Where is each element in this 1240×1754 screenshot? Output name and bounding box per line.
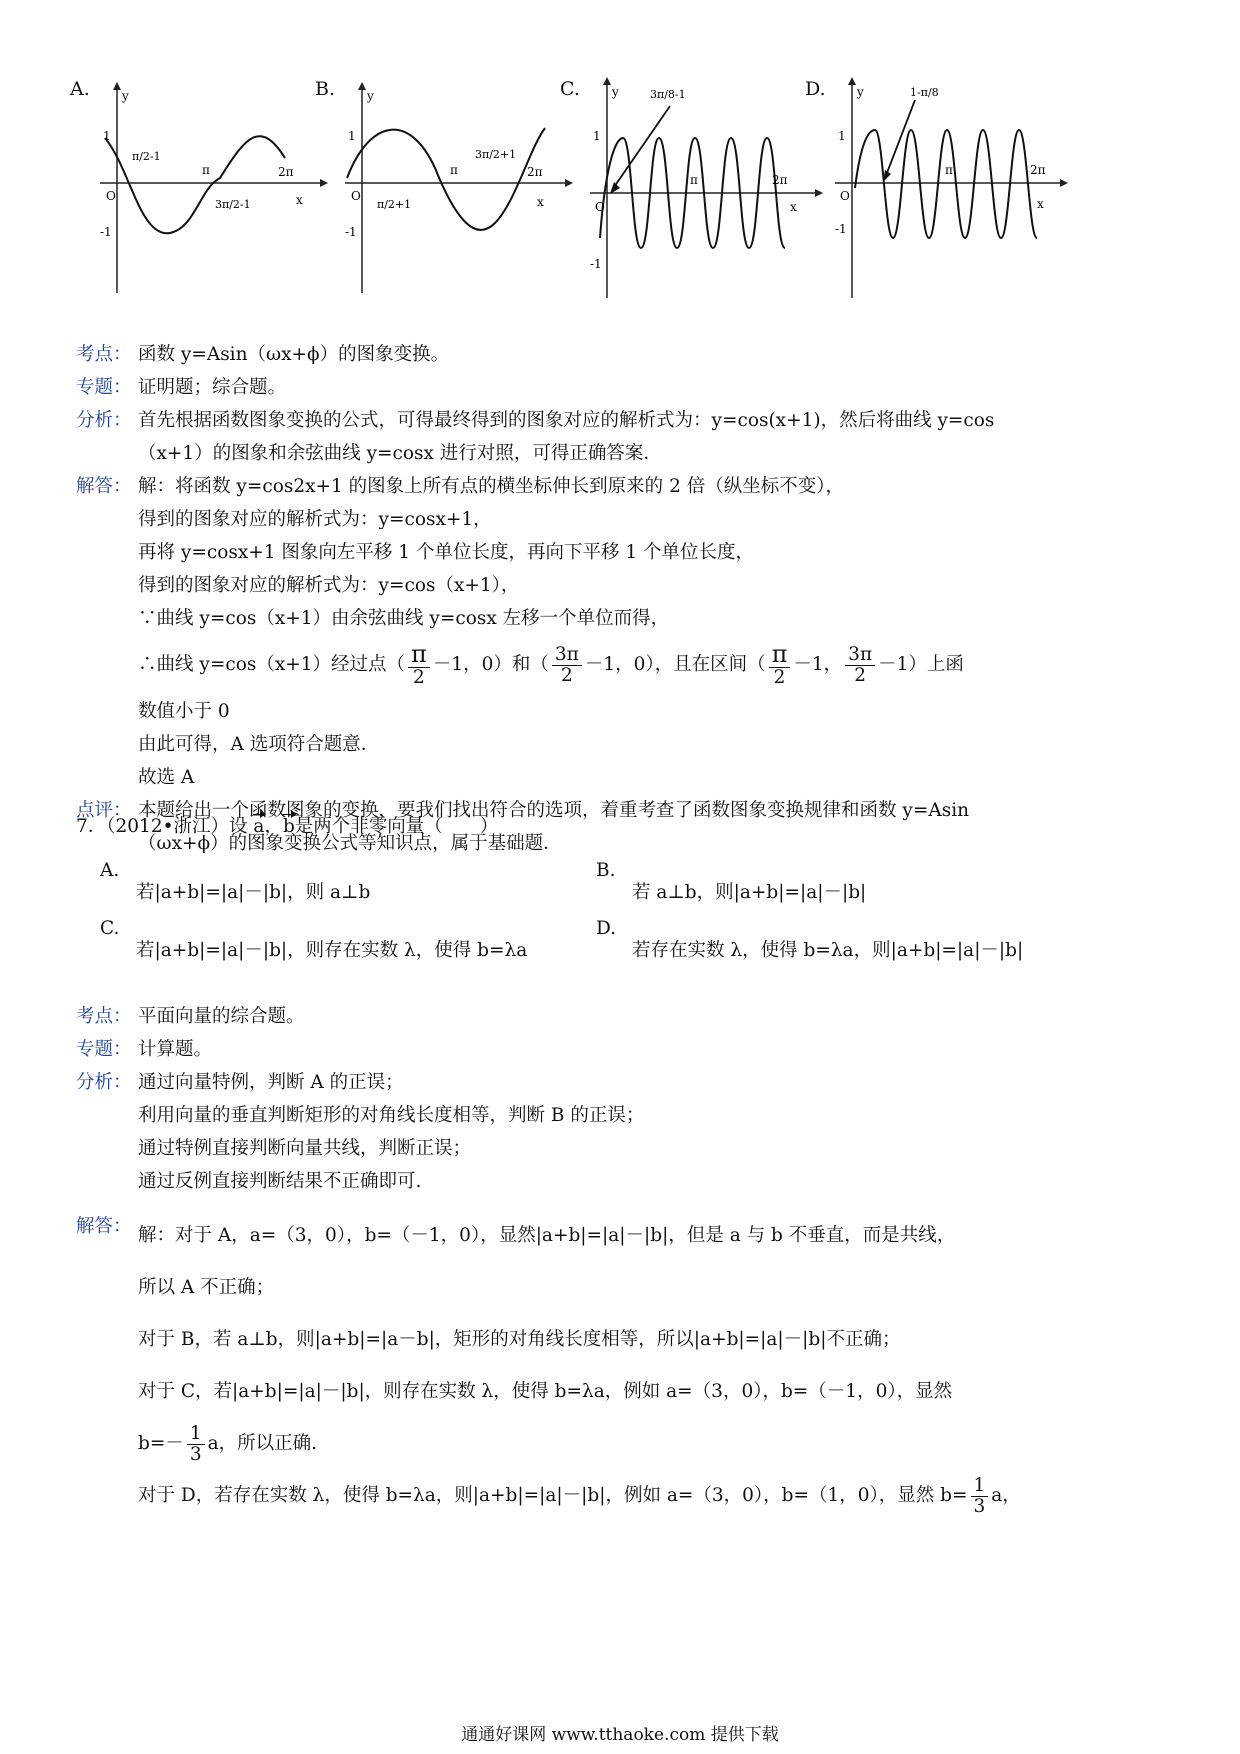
frac-num: 3π [552, 645, 582, 665]
q7-jieda-row [76, 1210, 1136, 1522]
graph-d-2pi: 2π [1030, 163, 1046, 177]
q7-option-b-text: 若 a⊥b，则|a+b|=|a|－|b| [632, 882, 867, 903]
q6-dianping-tag: 点评： [76, 800, 132, 821]
graph-a-plot [70, 68, 340, 308]
frac-den: 2 [854, 664, 867, 686]
q6-fenxi-line1: 首先根据函数图象变换的公式，可得最终得到的图象对应的解析式为：y=cos(x+1)，然后将曲线 y=cos [138, 410, 995, 431]
vec-b: b [282, 816, 295, 837]
q7-fenxi [138, 1066, 1136, 1198]
q7-option-d[interactable] [596, 918, 1076, 968]
q6-fenxi-tag: 分析： [76, 410, 132, 431]
graph-b-note1: π/2+1 [377, 198, 412, 211]
q6-j6a: ∴曲线 y=cos（x+1）经过点（ [138, 654, 406, 675]
q6-fenxi [138, 404, 1136, 470]
graph-b-origin: O [351, 189, 361, 203]
frac-num: 3π [845, 645, 875, 665]
graph-b-note2: 3π/2+1 [475, 148, 517, 161]
graph-c-ylabel: y [612, 85, 619, 99]
frac-num: 1 [187, 1424, 205, 1444]
q6-jieda-line2: 得到的图象对应的解析式为：y=cosx+1， [138, 509, 492, 530]
graph-c-plot [560, 68, 830, 308]
graph-d-ylabel: y [857, 85, 864, 99]
graph-b-2pi: 2π [527, 165, 543, 179]
q6-jieda-line3: 再将 y=cosx+1 图象向左平移 1 个单位长度，再向下平移 1 个单位长度， [138, 542, 754, 563]
q6-jieda-line7: 数值小于 0 [138, 701, 230, 722]
graph-a-note1: π/2-1 [132, 150, 161, 163]
q6-j6e: －1）上函 [878, 654, 964, 675]
q6-jieda-line1: 解：将函数 y=cos2x+1 的图象上所有点的横坐标伸长到原来的 2 倍（纵坐标不变）， [138, 476, 844, 497]
frac-1-3-b [971, 1476, 989, 1516]
graph-d-label: D. [805, 78, 826, 100]
q6-kaodian-row [76, 338, 1136, 371]
q7-kaodian: 平面向量的综合题。 [138, 1006, 305, 1027]
graph-a-origin: O [106, 189, 116, 203]
graph-c-origin: O [595, 200, 605, 214]
q7-option-b[interactable] [596, 860, 1036, 910]
page-footer: 通通好课网 www.tthaoke.com 提供下载 [461, 1725, 779, 1745]
graph-b-xlabel: x [537, 195, 544, 209]
q7-jieda-line3: 对于 B，若 a⊥b，则|a+b|=|a－b|，矩形的对角线长度相等，所以|a+b|=|a|－|b|不正确； [138, 1329, 901, 1350]
q7-zhuanti: 计算题。 [138, 1039, 213, 1060]
graph-c-note1: 3π/8-1 [650, 88, 686, 101]
q6-jieda [138, 470, 1136, 794]
q6-fenxi-line2: （x+1）的图象和余弦曲线 y=cosx 进行对照，可得正确答案． [138, 443, 662, 464]
q7-solution [76, 1000, 1136, 1522]
frac-num: 1 [971, 1476, 989, 1496]
q7-stem-a: 7．（2012•浙江）设 [76, 816, 248, 837]
graph-d-minus-one: -1 [835, 222, 847, 236]
frac-den: 2 [560, 664, 573, 686]
q7-jieda-tag: 解答： [76, 1216, 132, 1237]
frac-pi-2-b [769, 642, 791, 688]
q7-option-d-label: D. [596, 918, 617, 939]
graph-c-label: C. [560, 78, 580, 100]
q7-jieda [138, 1210, 1136, 1522]
q6-j6b: －1，0）和（ [432, 654, 549, 675]
q7-option-c-label: C. [100, 918, 120, 939]
frac-3pi-2 [552, 645, 582, 685]
q7-option-c[interactable] [100, 918, 580, 968]
q6-jieda-line9: 故选 A [138, 767, 195, 788]
graph-c [560, 68, 830, 308]
graph-c-one: 1 [593, 129, 601, 143]
q7-jieda-line4: 对于 C，若|a+b|=|a|－|b|，则存在实数 λ，使得 b=λa，例如 a=（3，0），b=（－1，0），显然 [138, 1381, 953, 1402]
graph-a-one: 1 [103, 129, 111, 143]
q7-jieda-line2: 所以 A 不正确； [138, 1277, 275, 1298]
graph-a-ylabel: y [122, 89, 129, 103]
graph-a-minus-one: -1 [100, 225, 112, 239]
graph-c-2pi: 2π [772, 173, 788, 187]
q7-zhuanti-tag: 专题： [76, 1039, 132, 1060]
q7-j6a: 对于 D，若存在实数 λ，使得 b=λa，则|a+b|=|a|－|b|，例如 a=（3，0），b=（1，0），显然 b= [138, 1485, 968, 1506]
q6-j6d: －1， [793, 654, 843, 675]
graph-c-xlabel: x [790, 200, 797, 214]
graph-a-2pi: 2π [278, 165, 294, 179]
q7-jieda-line1: 解：对于 A，a=（3，0），b=（－1，0），显然|a+b|=|a|－|b|，但是 a 与 b 不垂直，而是共线， [138, 1225, 956, 1246]
q7-j5a: b=－ [138, 1433, 184, 1454]
graph-a-pi: π [202, 163, 210, 177]
frac-den: 2 [413, 667, 425, 689]
q7-option-b-label: B. [596, 860, 616, 881]
graph-d [805, 68, 1075, 308]
q7-option-a-text: 若|a+b|=|a|－|b|，则 a⊥b [136, 882, 371, 903]
q7-fenxi-line1: 通过向量特例，判断 A 的正误； [138, 1072, 404, 1093]
graph-d-pi: π [945, 163, 953, 177]
q6-jieda-line4: 得到的图象对应的解析式为：y=cos（x+1）， [138, 575, 520, 596]
q7-stem-b: 是两个非零向量（ ） [294, 816, 499, 837]
frac-num: π [769, 642, 791, 668]
q6-j6c: －1，0），且在区间（ [584, 654, 766, 675]
graph-b-plot [315, 68, 585, 308]
q7-kaodian-row [76, 1000, 1136, 1033]
graph-b-pi: π [450, 163, 458, 177]
frac-pi-2 [408, 642, 430, 688]
q7-fenxi-line2: 利用向量的垂直判断矩形的对角线长度相等，判断 B 的正误； [138, 1105, 645, 1126]
q6-fenxi-row [76, 404, 1136, 470]
frac-3pi-2-b [845, 645, 875, 685]
graph-c-minus-one: -1 [590, 257, 602, 271]
graph-b-minus-one: -1 [345, 225, 357, 239]
q6-zhuanti-row [76, 371, 1136, 404]
q6-dianping-line2: （ωx+ϕ）的图象变换公式等知识点，属于基础题． [138, 833, 562, 854]
graph-d-plot [805, 68, 1075, 308]
graph-b-one: 1 [348, 129, 356, 143]
q6-jieda-line6 [138, 635, 1136, 695]
q7-option-c-text: 若|a+b|=|a|－|b|，则存在实数 λ，使得 b=λa [136, 940, 528, 961]
q7-kaodian-tag: 考点： [76, 1006, 132, 1027]
q7-fenxi-row [76, 1066, 1136, 1198]
q7-jieda-line5 [138, 1418, 1136, 1470]
q6-zhuanti-tag: 专题： [76, 377, 132, 398]
vec-a: a [253, 816, 265, 837]
q7-j5b: a，所以正确. [207, 1433, 318, 1454]
frac-den: 2 [773, 667, 786, 689]
q6-solution [76, 338, 1136, 860]
graph-d-one: 1 [838, 129, 846, 143]
q7-stem: 7．（2012•浙江）设 a，b是两个非零向量（ ） [76, 816, 499, 837]
graph-b [315, 68, 585, 308]
graph-a-label: A. [70, 78, 90, 100]
graph-d-xlabel: x [1037, 197, 1044, 211]
frac-den: 3 [973, 1495, 986, 1517]
q7-jieda-line6 [138, 1470, 1136, 1522]
frac-den: 3 [189, 1443, 202, 1465]
frac-1-3 [187, 1424, 205, 1464]
q6-jieda-row [76, 470, 1136, 794]
q6-jieda-line8: 由此可得，A 选项符合题意． [138, 734, 380, 755]
graph-a [70, 68, 340, 308]
q7-zhuanti-row [76, 1033, 1136, 1066]
graph-b-label: B. [315, 78, 336, 100]
q6-kaodian-tag: 考点： [76, 344, 132, 365]
q6-kaodian: 函数 y=Asin（ωx+ϕ）的图象变换。 [138, 344, 450, 365]
q7-fenxi-line3: 通过特例直接判断向量共线，判断正误； [138, 1138, 472, 1159]
q6-jieda-line5: ∵曲线 y=cos（x+1）由余弦曲线 y=cosx 左移一个单位而得， [138, 608, 670, 629]
q7-j6b: a， [991, 1485, 1021, 1506]
q6-jieda-tag: 解答： [76, 476, 132, 497]
graph-a-note2: 3π/2-1 [215, 198, 251, 211]
q7-fenxi-tag: 分析： [76, 1072, 132, 1093]
graph-d-note1: 1-π/8 [910, 86, 939, 99]
option-graphs [70, 68, 1210, 308]
q7-option-a[interactable] [100, 860, 540, 910]
graph-b-ylabel: y [367, 89, 374, 103]
frac-num: π [408, 642, 430, 668]
q7-option-d-text: 若存在实数 λ，使得 b=λa，则|a+b|=|a|－|b| [632, 940, 1024, 961]
graph-a-xlabel: x [296, 193, 303, 207]
q7-option-a-label: A. [100, 860, 120, 881]
q6-dianping-line1: 本题给出一个函数图象的变换，要我们找出符合的选项，着重考查了函数图象变换规律和函数 y=Asin [138, 800, 970, 821]
q6-zhuanti: 证明题；综合题。 [138, 377, 287, 398]
q7-fenxi-line4: 通过反例直接判断结果不正确即可. [138, 1171, 422, 1192]
graph-c-pi: π [690, 173, 698, 187]
graph-d-origin: O [840, 189, 850, 203]
